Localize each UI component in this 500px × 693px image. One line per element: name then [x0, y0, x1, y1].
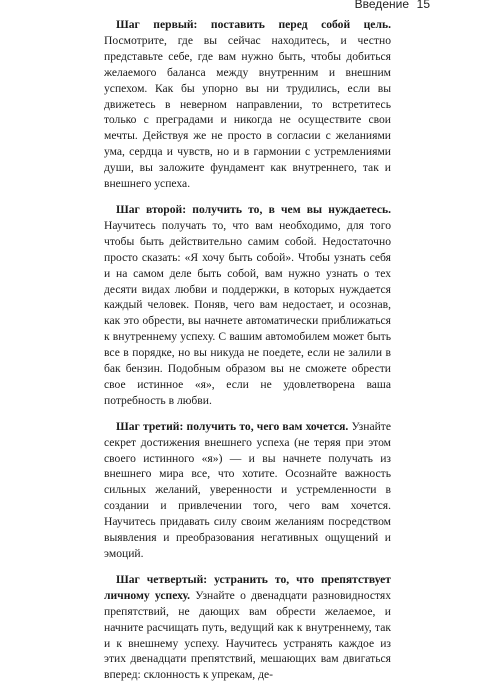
paragraph-step-2 — [104, 202, 391, 409]
step-2-heading: Шаг второй: получить то, в чем вы нуждаетесь. — [116, 202, 391, 216]
step-3-text: Узнайте секрет достижения внешнего успеха (не теряя при этом своего истинного «я») — и вы начнете получать из внешнего мира все, что хотите. Осознайте важность сильных желаний, уверенности и устремленности в создании и привлечении того, чего вам хочется. Научитесь придавать силу своим желаниям посредством выявления и преобразования негативных ощущений и эмоций. — [104, 419, 392, 560]
running-head — [0, 0, 500, 12]
step-4-heading: Шаг четвертый: устранить то, что препятствует личному успеху. — [104, 572, 391, 602]
page-body — [104, 17, 391, 693]
paragraph-step-4 — [104, 572, 391, 683]
step-3-heading: Шаг третий: получить то, чего вам хочется. — [116, 419, 349, 433]
step-1-heading: Шаг первый: поставить перед собой цель. — [116, 18, 391, 31]
paragraph-step-1 — [104, 17, 391, 192]
step-4-text: Узнайте о двенадцати разновидностях препятствий, не дающих вам обрести желаемое, и начните расчищать путь, ведущий как к внутреннему, так и к внешнему успеху. Научитесь устранять каждое из этих двенадцати препятствий, мешающих вам двигаться вперед: склонность к упрекам, де- — [104, 588, 392, 682]
step-2-text: Научитесь получать то, что вам необходимо, для того чтобы быть действительно самим собой. Недостаточно просто сказать: «Я хочу быть собой». Чтобы узнать себя и на самом деле быть собой, вам нужно узнать о тех десяти видах любви и поддержки, в которых нуждается каждый человек. Поняв, чего вам недостает, и осознав, как это обрести, вы начнете автоматически приближаться к внутреннему успеху. С вашим автомобилем может быть все в порядке, но вы никуда не поедете, если не залили в бак бензин. Подобным образом вы не сможете обрести свое истинное «я», если не удовлетворена ваша потребность в любви. — [104, 218, 391, 407]
page-number: 15 — [416, 0, 430, 11]
paragraph-step-3 — [104, 419, 391, 562]
step-1-text: Посмотрите, где вы сейчас находитесь, и честно представьте себе, где вам нужно быть, чтобы добиться желаемого баланса между внутренним и внешним успехом. Как бы упорно вы ни трудились, если вы движетесь в неверном направлении, то встретитесь только с преградами и никогда не осуществите свои мечты. Действуя же не просто в согласии с желаниями ума, сердца и чувств, но и в гармонии с устремлениями души, вы заложите фундамент как внутреннего, так и внешнего успеха. — [104, 33, 391, 191]
running-head-section-title: Введение — [354, 0, 409, 11]
